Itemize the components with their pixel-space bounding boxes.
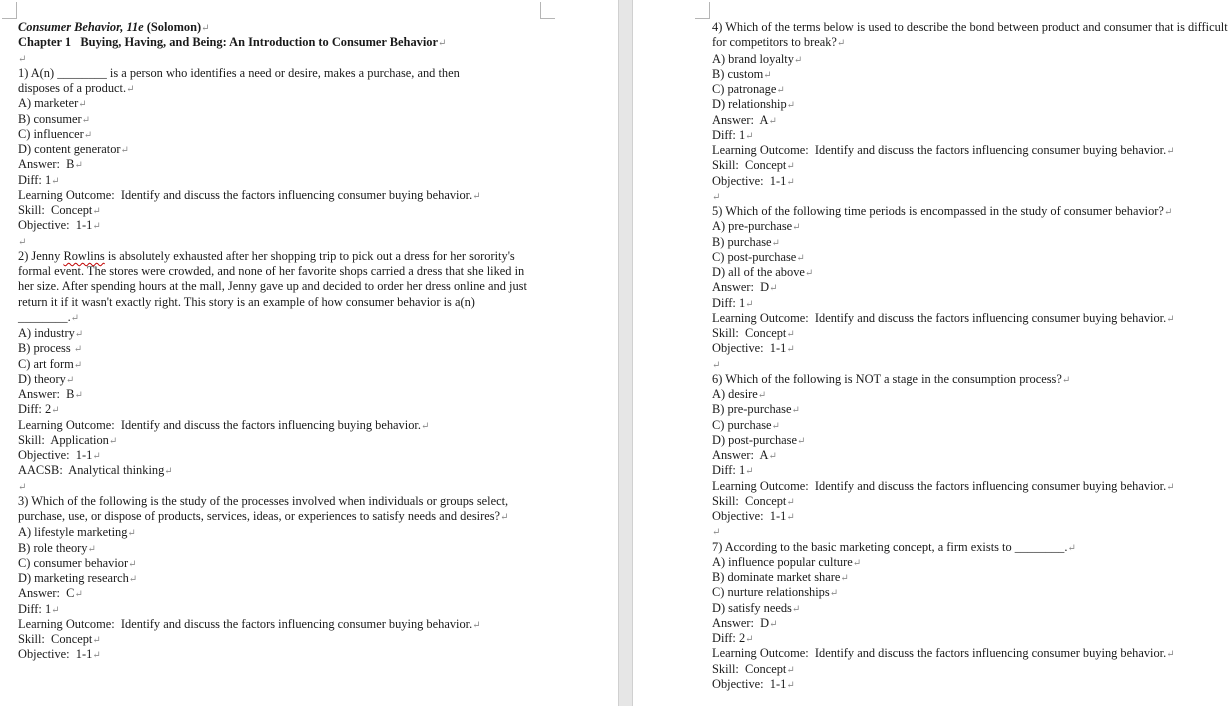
paragraph-mark: ↵: [1166, 481, 1175, 493]
learning-outcome-text: Learning Outcome: Identify and discuss the factors influencing buying behavior.: [18, 417, 421, 432]
answer-option: [18, 96, 538, 111]
option-text: A) desire: [712, 387, 758, 401]
objective: [712, 174, 1232, 189]
paragraph-mark: ↵: [804, 268, 814, 279]
paragraph-mark: ↵: [73, 344, 83, 356]
paragraph-mark: ↵: [852, 557, 862, 569]
option-text: A) marketer: [18, 96, 79, 111]
paragraph-mark: ↵: [87, 543, 96, 555]
answer-key: [18, 586, 538, 601]
paragraph-mark: ↵: [769, 618, 778, 630]
difficulty: [18, 602, 538, 617]
question-stem-text: 7) According to the basic marketing concept, a firm exists to ________.: [712, 539, 1068, 554]
question-stem: [712, 20, 1228, 52]
question-stem-text: 5) Which of the following time periods is encompassed in the study of consumer behavior?: [712, 204, 1164, 218]
paragraph-mark: ↵: [126, 84, 135, 95]
paragraph-mark: ↵: [745, 130, 754, 142]
paragraph-mark: ↵: [712, 359, 721, 371]
answer-option: [712, 387, 1232, 402]
paragraph-mark: ↵: [1163, 207, 1173, 218]
paragraph-mark: ↵: [829, 588, 839, 600]
answer-option: [18, 341, 538, 356]
page-body[interactable]: [712, 20, 1232, 692]
difficulty: [712, 128, 1232, 143]
difficulty: [712, 463, 1232, 478]
misspelled-word: Rowlins: [63, 248, 105, 263]
answer-option: [712, 97, 1232, 112]
empty-paragraph: [712, 189, 1232, 204]
learning-outcome: [18, 188, 538, 203]
question-stem: [18, 249, 530, 326]
aacsb: [18, 463, 538, 478]
paragraph-mark: ↵: [786, 512, 795, 523]
option-text: A) lifestyle marketing: [18, 525, 128, 540]
question-stem-text: disposes of a product.: [18, 81, 127, 95]
paragraph-mark: ↵: [792, 222, 801, 234]
option-text: A) industry: [18, 326, 75, 340]
difficulty: [18, 402, 538, 417]
answer-text: Answer: B: [18, 387, 75, 401]
answer-key: [712, 448, 1232, 463]
option-text: D) satisfy needs: [712, 600, 792, 615]
paragraph-mark: ↵: [745, 466, 754, 478]
answer-text: Answer: D: [712, 280, 770, 295]
learning-outcome: [712, 479, 1232, 494]
option-text: C) purchase: [712, 417, 772, 432]
option-text: D) marketing research: [18, 571, 129, 585]
skill: [18, 203, 538, 218]
answer-text: Answer: D: [712, 615, 770, 630]
paragraph-mark: ↵: [712, 191, 721, 203]
question-stem: [712, 204, 1232, 219]
paragraph-mark: ↵: [768, 451, 777, 462]
question-stem: [712, 540, 1232, 555]
empty-paragraph: [712, 524, 1232, 539]
paragraph-mark: ↵: [78, 99, 87, 111]
answer-option: [712, 52, 1232, 67]
answer-option: [18, 127, 538, 142]
learning-outcome-text: Learning Outcome: Identify and discuss the factors influencing consumer buying behavior.: [18, 187, 473, 202]
book-title: Consumer Behavior, 11e: [18, 20, 144, 34]
objective-text: Objective: 1-1: [18, 647, 93, 662]
objective: [712, 677, 1232, 692]
paragraph-mark: ↵: [18, 53, 27, 65]
question-stem-continued: [18, 81, 538, 96]
learning-outcome: [712, 646, 1232, 661]
skill-text: Skill: Concept: [18, 632, 93, 646]
difficulty-text: Diff: 1: [712, 127, 746, 142]
answer-option: [18, 112, 538, 127]
paragraph-mark: ↵: [791, 405, 800, 417]
objective-text: Objective: 1-1: [712, 676, 787, 691]
paragraph-mark: ↵: [164, 466, 173, 478]
question-stem-text: is absolutely exhausted after her shopping trip to pick out a dress for her sorority's formal event. The stores were crowded, and none of her favorite shops carried a dress that she liked in her size. After spending hours at the mall, Jenny gave up and decided to order her dress online and just return it if it wasn't exactly right. This story is an example of how consumer behavior is a(n) ________.: [18, 248, 527, 324]
empty-paragraph: [18, 234, 538, 249]
paragraph-mark: ↵: [757, 390, 767, 401]
paragraph-mark: ↵: [1166, 146, 1175, 157]
paragraph-mark: ↵: [836, 38, 846, 50]
question-stem-text: 2) Jenny: [18, 248, 64, 263]
learning-outcome: [18, 418, 538, 433]
objective: [712, 509, 1232, 524]
answer-text: Answer: A: [712, 448, 769, 462]
answer-option: [712, 601, 1232, 616]
skill: [712, 158, 1232, 173]
paragraph-mark: ↵: [18, 481, 27, 493]
skill: [18, 632, 538, 647]
answer-key: [712, 280, 1232, 295]
paragraph-mark: ↵: [797, 435, 806, 447]
objective: [18, 647, 538, 662]
paragraph-mark: ↵: [92, 650, 101, 662]
option-text: B) dominate market share: [712, 570, 841, 584]
option-text: D) relationship: [712, 97, 787, 112]
objective-text: Objective: 1-1: [712, 173, 787, 188]
answer-option: [18, 571, 538, 586]
paragraph-mark: ↵: [769, 283, 778, 295]
answer-text: Answer: C: [18, 586, 75, 601]
answer-option: [712, 433, 1232, 448]
paragraph-mark: ↵: [51, 604, 60, 616]
answer-option: [18, 372, 538, 387]
answer-option: [712, 67, 1232, 82]
paragraph-mark: ↵: [796, 252, 805, 264]
paragraph-mark: ↵: [1166, 649, 1175, 661]
question-stem: [18, 494, 530, 526]
paragraph-mark: ↵: [51, 175, 60, 187]
skill: [712, 326, 1232, 341]
difficulty-text: Diff: 1: [18, 601, 52, 616]
objective: [18, 218, 538, 233]
answer-option: [712, 418, 1232, 433]
option-text: D) content generator: [18, 142, 121, 156]
paragraph-mark: ↵: [1067, 542, 1076, 554]
answer-option: [18, 556, 538, 571]
skill-text: Skill: Concept: [712, 158, 787, 173]
option-text: B) custom: [712, 66, 764, 81]
paragraph-mark: ↵: [127, 528, 136, 540]
paragraph-mark: ↵: [786, 161, 795, 173]
answer-text: Answer: B: [18, 157, 75, 172]
skill-text: Skill: Concept: [712, 661, 787, 676]
option-text: A) brand loyalty: [712, 51, 794, 66]
option-text: B) role theory: [18, 540, 88, 555]
option-text: C) art form: [18, 356, 74, 371]
paragraph-mark: ↵: [74, 589, 83, 601]
paragraph-mark: ↵: [776, 85, 785, 96]
option-text: B) process: [18, 341, 74, 356]
option-text: C) consumer behavior: [18, 555, 129, 570]
difficulty-text: Diff: 2: [18, 402, 52, 417]
paragraph-mark: ↵: [500, 512, 509, 523]
learning-outcome-text: Learning Outcome: Identify and discuss the factors influencing consumer buying behavior.: [18, 616, 473, 631]
option-text: D) post-purchase: [712, 432, 797, 447]
difficulty: [18, 173, 538, 188]
paragraph-mark: ↵: [70, 312, 80, 324]
skill-text: Skill: Concept: [18, 203, 93, 217]
paragraph-mark: ↵: [73, 359, 83, 371]
learning-outcome: [712, 143, 1232, 158]
option-text: C) nurture relationships: [712, 585, 830, 600]
objective-text: Objective: 1-1: [712, 341, 787, 356]
answer-option: [712, 219, 1232, 234]
difficulty-text: Diff: 1: [18, 172, 52, 187]
option-text: D) theory: [18, 371, 66, 386]
paragraph-mark: ↵: [92, 451, 101, 462]
option-text: A) pre-purchase: [712, 219, 793, 234]
skill: [18, 433, 538, 448]
paragraph-mark: ↵: [786, 679, 795, 691]
page-gap: [618, 0, 633, 706]
difficulty: [712, 631, 1232, 646]
answer-text: Answer: A: [712, 112, 769, 127]
answer-option: [712, 570, 1232, 585]
learning-outcome: [18, 617, 538, 632]
paragraph-mark: ↵: [74, 329, 84, 340]
question-stem-text: 6) Which of the following is NOT a stage in the consumption process?: [712, 371, 1062, 386]
paragraph-mark: ↵: [768, 115, 777, 127]
paragraph-mark: ↵: [128, 574, 138, 585]
paragraph-mark: ↵: [128, 558, 137, 570]
answer-option: [712, 265, 1232, 280]
paragraph-mark: ↵: [745, 298, 754, 310]
paragraph-mark: ↵: [120, 145, 129, 156]
paragraph-mark: ↵: [74, 160, 83, 172]
objective-text: Objective: 1-1: [18, 218, 93, 233]
paragraph-mark: ↵: [92, 635, 101, 646]
learning-outcome-text: Learning Outcome: Identify and discuss the factors influencing consumer buying behavior.: [712, 143, 1167, 157]
option-text: D) all of the above: [712, 265, 805, 279]
difficulty: [712, 296, 1232, 311]
paragraph-mark: ↵: [92, 221, 101, 233]
option-text: C) influencer: [18, 126, 84, 141]
book-header-line: [18, 20, 538, 35]
answer-option: [712, 402, 1232, 417]
skill-text: Skill: Concept: [712, 493, 787, 508]
paragraph-mark: ↵: [420, 420, 430, 432]
answer-option: [712, 82, 1232, 97]
answer-option: [712, 555, 1232, 570]
answer-option: [712, 250, 1232, 265]
question-stem-text: 3) Which of the following is the study of the processes involved when individuals or groups select, purchase, use, or dispose of products, services, ideas, or experiences to satisfy needs and desires?: [18, 493, 509, 523]
empty-paragraph: [18, 51, 538, 66]
book-author: (Solomon): [143, 20, 202, 34]
paragraph-mark: ↵: [83, 129, 93, 141]
answer-option: [18, 326, 538, 341]
paragraph-mark: ↵: [771, 237, 780, 249]
option-text: B) pre-purchase: [712, 402, 792, 417]
option-text: A) influence popular culture: [712, 554, 853, 569]
paragraph-mark: ↵: [786, 496, 795, 508]
paragraph-mark: ↵: [771, 420, 780, 432]
paragraph-mark: ↵: [786, 329, 795, 340]
answer-option: [18, 142, 538, 157]
answer-key: [18, 387, 538, 402]
paragraph-mark: ↵: [81, 114, 91, 126]
paragraph-mark: ↵: [65, 374, 75, 386]
option-text: C) post-purchase: [712, 249, 797, 264]
skill-text: Skill: Concept: [712, 326, 787, 340]
skill: [712, 494, 1232, 509]
paragraph-mark: ↵: [74, 390, 83, 401]
answer-key: [18, 157, 538, 172]
option-text: B) consumer: [18, 111, 82, 126]
paragraph-mark: ↵: [1166, 313, 1175, 325]
answer-option: [18, 541, 538, 556]
chapter-title: Chapter 1 Buying, Having, and Being: An Introduction to Consumer Behavior: [18, 35, 438, 50]
paragraph-mark: ↵: [108, 435, 118, 447]
paragraph-mark: ↵: [472, 619, 481, 631]
skill-text: Skill: Application: [18, 432, 109, 447]
objective-text: Objective: 1-1: [712, 509, 787, 523]
question-stem-text: 4) Which of the terms below is used to describe the bond between product and consumer that is difficult for competitors to break?: [712, 20, 1228, 50]
document-page-right[interactable]: [633, 0, 1232, 706]
learning-outcome-text: Learning Outcome: Identify and discuss the factors influencing consumer buying behavior.: [712, 646, 1167, 661]
paragraph-mark: ↵: [791, 603, 801, 615]
paragraph-mark: ↵: [840, 573, 849, 584]
paragraph-mark: ↵: [786, 344, 795, 356]
skill: [712, 662, 1232, 677]
paragraph-mark: ↵: [745, 634, 754, 645]
chapter-title-line: [18, 35, 538, 50]
page-corner-mark: [540, 2, 555, 19]
paragraph-mark: ↵: [786, 176, 795, 188]
answer-option: [712, 235, 1232, 250]
paragraph-mark: ↵: [786, 664, 795, 676]
answer-option: [18, 525, 538, 540]
paragraph-mark: ↵: [786, 100, 796, 112]
question-stem: [712, 372, 1232, 387]
learning-outcome-text: Learning Outcome: Identify and discuss the factors influencing consumer buying behavior.: [712, 310, 1167, 325]
paragraph-mark: ↵: [472, 190, 481, 202]
page-body[interactable]: [18, 20, 538, 663]
learning-outcome-text: Learning Outcome: Identify and discuss the factors influencing consumer buying behavior.: [712, 478, 1167, 493]
empty-paragraph: [712, 357, 1232, 372]
paragraph-mark: ↵: [18, 236, 27, 248]
page-corner-mark: [695, 2, 710, 19]
paragraph-mark: ↵: [712, 527, 721, 539]
objective: [18, 448, 538, 463]
answer-key: [712, 113, 1232, 128]
answer-option: [712, 585, 1232, 600]
paragraph-mark: ↵: [1061, 374, 1071, 386]
difficulty-text: Diff: 1: [712, 295, 746, 310]
option-text: C) patronage: [712, 82, 777, 96]
paragraph-mark: ↵: [437, 38, 447, 50]
answer-option: [18, 357, 538, 372]
paragraph-mark: ↵: [92, 206, 101, 217]
question-stem: 1) A(n) ________ is a person who identifies a need or desire, makes a purchase, and then: [18, 65, 460, 80]
paragraph-mark: ↵: [793, 54, 803, 66]
paragraph-mark: ↵: [763, 69, 772, 81]
difficulty-text: Diff: 1: [712, 463, 746, 478]
objective-text: Objective: 1-1: [18, 448, 93, 462]
answer-key: [712, 616, 1232, 631]
paragraph-mark: ↵: [201, 23, 210, 34]
paragraph-mark: ↵: [51, 405, 60, 417]
option-text: B) purchase: [712, 234, 772, 249]
objective: [712, 341, 1232, 356]
aacsb-text: AACSB: Analytical thinking: [18, 463, 165, 478]
page-corner-mark: [2, 2, 17, 19]
empty-paragraph: [18, 479, 538, 494]
difficulty-text: Diff: 2: [712, 631, 746, 645]
learning-outcome: [712, 311, 1232, 326]
